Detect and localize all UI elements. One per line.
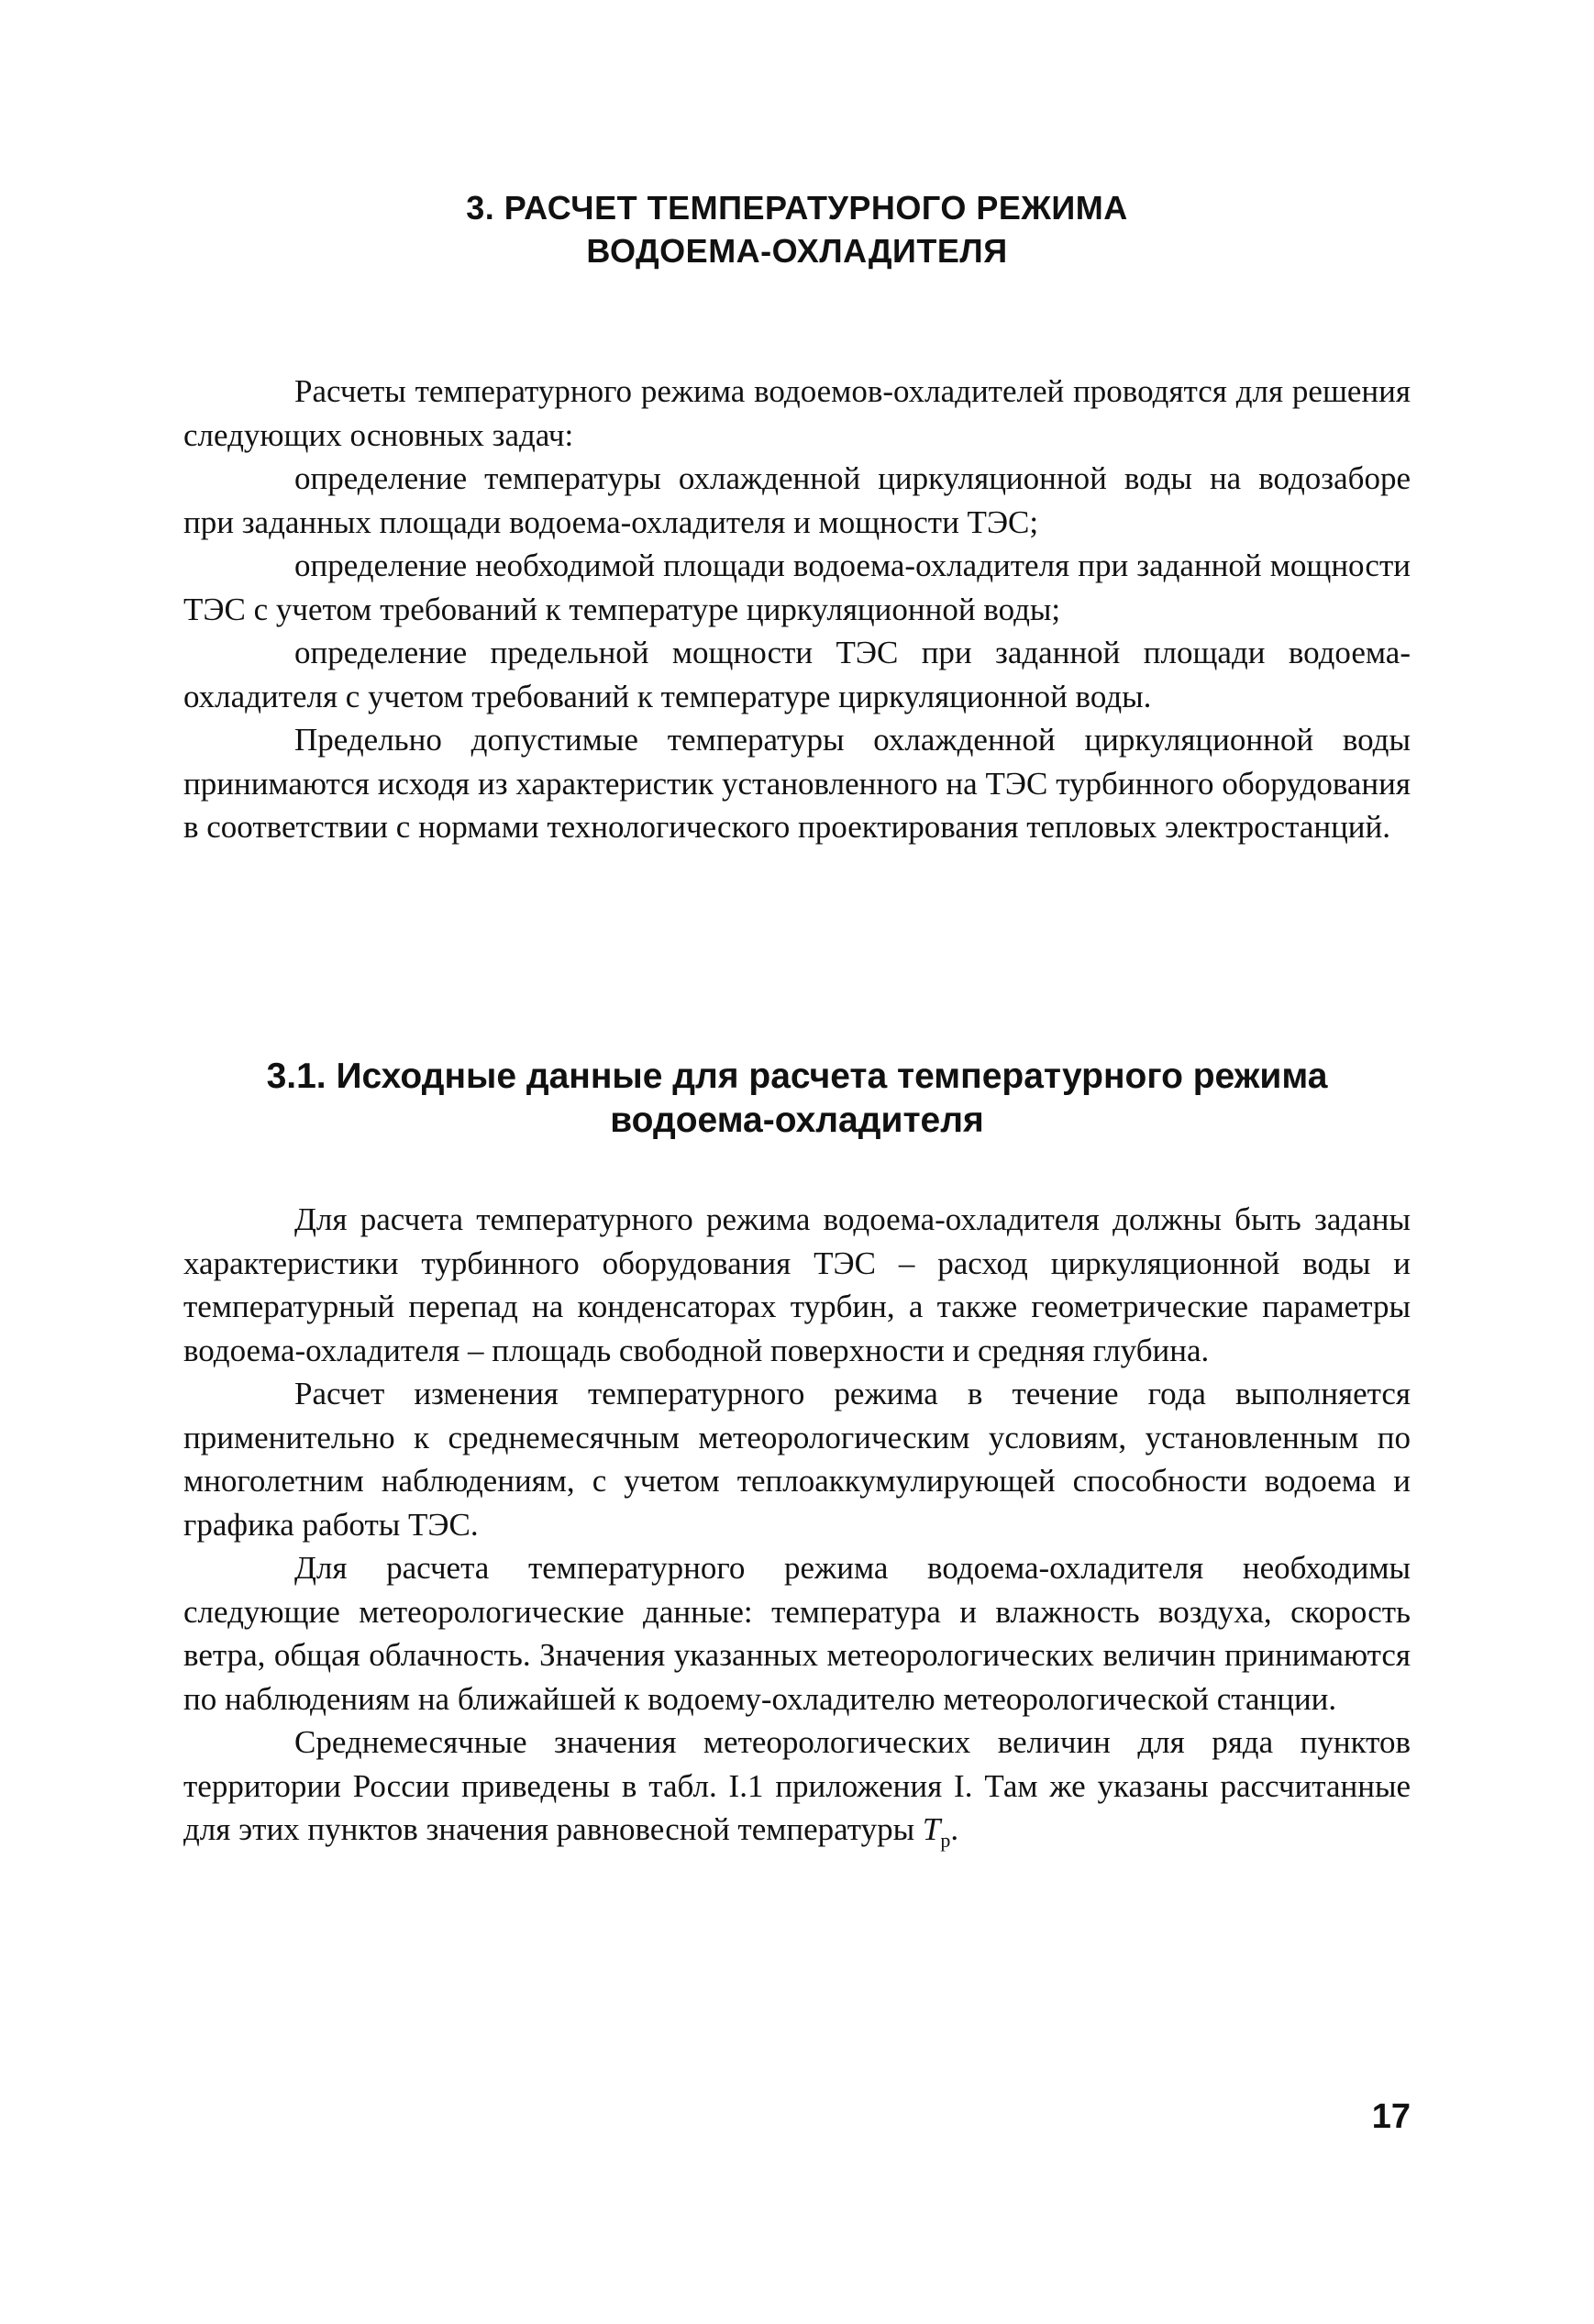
intro-paragraph-2: определение температуры охлажденной циркуляционной воды на водозаборе при заданных площади водоема-охладителя и мощности ТЭС;	[183, 460, 1411, 540]
section-heading	[183, 186, 1411, 272]
intro-text	[183, 370, 1411, 849]
section-heading-line-1: 3. РАСЧЕТ ТЕМПЕРАТУРНОГО РЕЖИМА	[466, 189, 1128, 227]
subsection-paragraph-4-end: .	[950, 1811, 959, 1847]
intro-paragraph-3: определение необходимой площади водоема-охладителя при заданной мощности ТЭС с учетом требований к температуре циркуляционной воды;	[183, 548, 1411, 627]
subsection-heading	[183, 1055, 1411, 1143]
subsection-paragraph-4-text: Среднемесячные значения метеорологических величин для ряда пунктов территории России приведены в табл. I.1 приложения I. Там же указаны рассчитанные для этих пунктов значения равновесной температуры	[183, 1724, 1411, 1847]
equilibrium-temperature-symbol: T	[922, 1811, 941, 1847]
subsection-text	[183, 1198, 1411, 1863]
subsection-heading-line-1: 3.1. Исходные данные для расчета температурного режима	[266, 1057, 1328, 1096]
subsection-heading-line-2: водоема-охладителя	[610, 1101, 984, 1140]
subsection-paragraph-4	[183, 1721, 1411, 1863]
equilibrium-temperature-subscript: р	[940, 1829, 951, 1852]
section-heading-line-2: ВОДОЕМА-ОХЛАДИТЕЛЯ	[586, 232, 1008, 270]
subsection-paragraph-1: Для расчета температурного режима водоема-охладителя должны быть заданы характеристики турбинного оборудования ТЭС – расход циркуляционной воды и температурный перепад на конденсаторах турбин, а также геометрические параметры водоема-охладителя – площадь свободной поверхности и средняя глубина.	[183, 1201, 1411, 1368]
subsection-paragraph-2: Расчет изменения температурного режима в течение года выполняется применительно к среднемесячным метеорологическим условиям, установленным по многолетним наблюдениям, с учетом теплоаккумулирующей способности водоема и графика работы ТЭС.	[183, 1376, 1411, 1543]
intro-paragraph-5: Предельно допустимые температуры охлажденной циркуляционной воды принимаются исходя из характеристик установленного на ТЭС турбинного оборудования в соответствии с нормами технологического проектирования тепловых электростанций.	[183, 722, 1411, 845]
page-number: 17	[1371, 2097, 1411, 2136]
subsection-paragraph-3: Для расчета температурного режима водоема-охладителя необходимы следующие метеорологические данные: температура и влажность воздуха, скорость ветра, общая облачность. Значения указанных метеорологических величин принимаются по наблюдениям на ближайшей к водоему-охладителю метеорологической станции.	[183, 1550, 1411, 1717]
intro-paragraph-4: определение предельной мощности ТЭС при заданной площади водоема-охладителя с учетом требований к температуре циркуляционной воды.	[183, 635, 1411, 714]
intro-paragraph-1: Расчеты температурного режима водоемов-охладителей проводятся для решения следующих основных задач:	[183, 373, 1411, 453]
